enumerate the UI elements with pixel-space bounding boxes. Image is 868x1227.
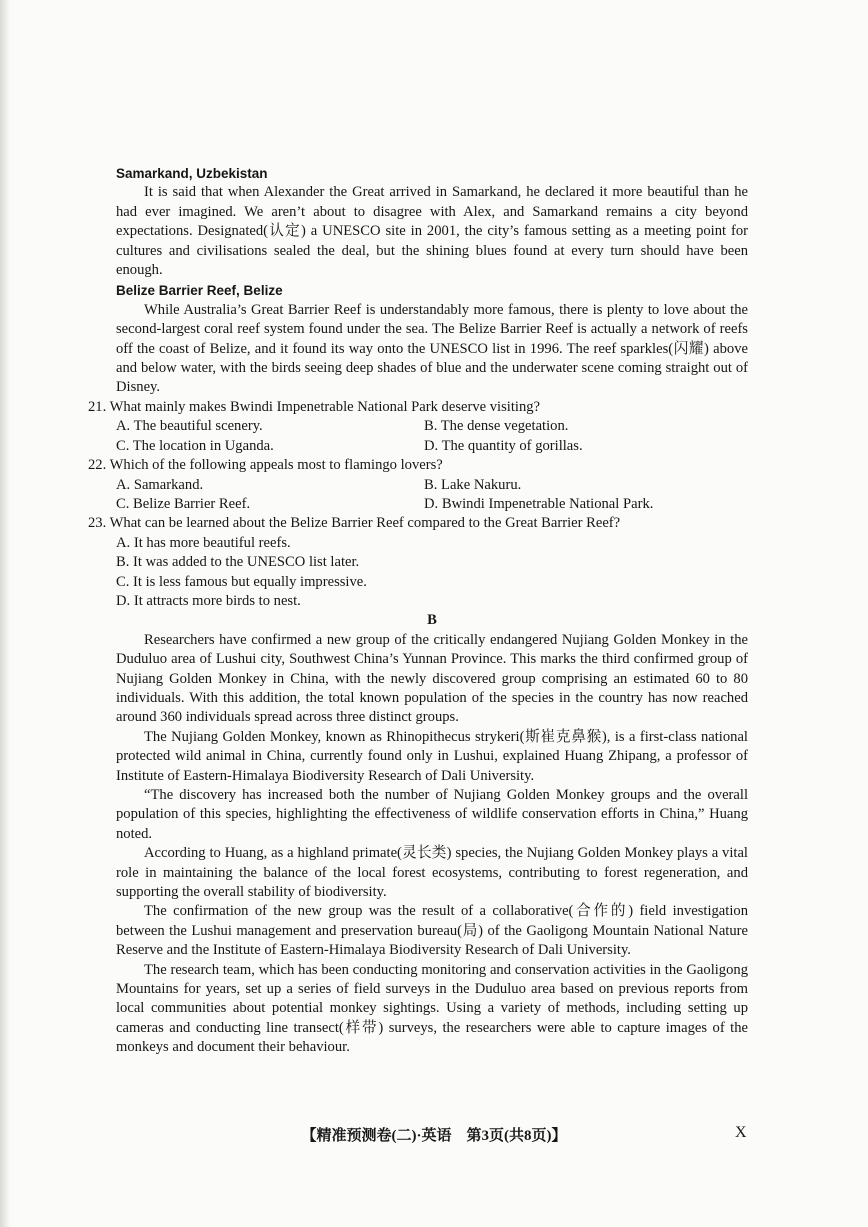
question-21 (88, 398, 748, 456)
option-c[interactable]: C. The location in Uganda. (116, 437, 274, 454)
option-b[interactable]: B. It was added to the UNESCO list later. (116, 554, 360, 571)
question-23 (88, 514, 748, 611)
passage-b-paragraph-5: The confirmation of the new group was the result of a collaborative(合作的) field investigation between the Lushui management and preservation bureau(局) of the Gaoligong Mountain National Nature Reserve and the Institute of Eastern-Himalaya Biodiversity Research of Dali University. (116, 903, 748, 959)
section-b-label: B (427, 612, 437, 629)
passage-b-paragraph-1: Researchers have confirmed a new group of the critically endangered Nujiang Golden Monkey in the Duduluo area of Lushui city, Southwest China’s Yunnan Province. This marks the third confirmed group of Nujiang Golden Monkey in China, with the newly discovered group comprising an estimated 60 to 80 individuals. With this addition, the total known population of the species in the country has now reached around 360 individuals spread across three distinct groups. (116, 631, 748, 726)
option-a[interactable]: A. Samarkand. (116, 476, 204, 493)
footer-mark: X (735, 1124, 747, 1141)
samarkand-heading: Samarkand, Uzbekistan (116, 166, 268, 181)
passage-b-paragraph-2: The Nujiang Golden Monkey, known as Rhinopithecus strykeri(斯崔克鼻猴), is a first-class national protected wild animal in China, currently found only in Lushui, explained Huang Zhipang, a professor of Institute of Eastern-Himalaya Biodiversity Research of Dali University. (116, 728, 748, 784)
samarkand-paragraph: It is said that when Alexander the Great arrived in Samarkand, he declared it more beautiful than he had ever imagined. We aren’t about to disagree with Alex, and Samarkand remains a city beyond expectations. Designated(认定) a UNESCO site in 2001, the city’s famous setting as a meeting point for cultures and civilisations sealed the deal, but the shining blues found at every turn should have been enough. (116, 184, 748, 279)
question-23-options (88, 534, 748, 612)
option-a[interactable]: A. It has more beautiful reefs. (116, 534, 291, 551)
option-b[interactable]: B. The dense vegetation. (424, 418, 569, 435)
question-22-stem: 22. Which of the following appeals most to flamingo lovers? (88, 457, 443, 474)
footer-page-info: 【精准预测卷(二)·英语 第3页(共8页)】 (301, 1128, 567, 1144)
passage-b-paragraph-6: The research team, which has been conducting monitoring and conservation activities in the Gaoligong Mountains for years, set up a series of field surveys in the Duduluo area based on previous reports from local communities about potential monkey sightings. Using a variety of methods, including setting up cameras and conducting line transect(样带) surveys, the researchers were able to capture images of the monkeys and document their behaviour. (116, 961, 748, 1056)
belize-paragraph: While Australia’s Great Barrier Reef is understandably more famous, there is plenty to love about the second-largest coral reef system found under the sea. The Belize Barrier Reef is actually a network of reefs off the coast of Belize, and it found its way onto the UNESCO list in 1996. The reef sparkles(闪耀) above and below water, with the birds seeing deep shades of blue and the underwater scene coming straight out of Disney. (116, 301, 748, 396)
option-c[interactable]: C. Belize Barrier Reef. (116, 495, 251, 512)
belize-heading: Belize Barrier Reef, Belize (116, 283, 283, 299)
question-22 (88, 456, 748, 514)
passage-b-paragraph-3: “The discovery has increased both the number of Nujiang Golden Monkey groups and the overall population of this species, highlighting the effectiveness of wildlife conservation efforts in China,” Huang noted. (116, 787, 748, 842)
option-a[interactable]: A. The beautiful scenery. (116, 418, 263, 435)
scan-edge-shadow (0, 0, 10, 1227)
option-d[interactable]: D. Bwindi Impenetrable National Park. (424, 495, 654, 512)
content-column (88, 164, 748, 1058)
option-c[interactable]: C. It is less famous but equally impressive. (116, 573, 367, 590)
option-d[interactable]: D. It attracts more birds to nest. (116, 592, 301, 609)
passage-b-paragraph-4: According to Huang, as a highland primate(灵长类) species, the Nujiang Golden Monkey plays a vital role in maintaining the balance of the local forest ecosystems, contributing to forest regeneration, and supporting the overall stability of biodiversity. (116, 845, 748, 901)
option-b[interactable]: B. Lake Nakuru. (424, 476, 522, 493)
question-21-options (88, 417, 748, 456)
question-21-stem: 21. What mainly makes Bwindi Impenetrable National Park deserve visiting? (88, 398, 541, 415)
question-22-options (88, 476, 748, 515)
question-23-stem: 23. What can be learned about the Belize Barrier Reef compared to the Great Barrier Reef? (88, 515, 621, 532)
option-d[interactable]: D. The quantity of gorillas. (424, 437, 583, 454)
